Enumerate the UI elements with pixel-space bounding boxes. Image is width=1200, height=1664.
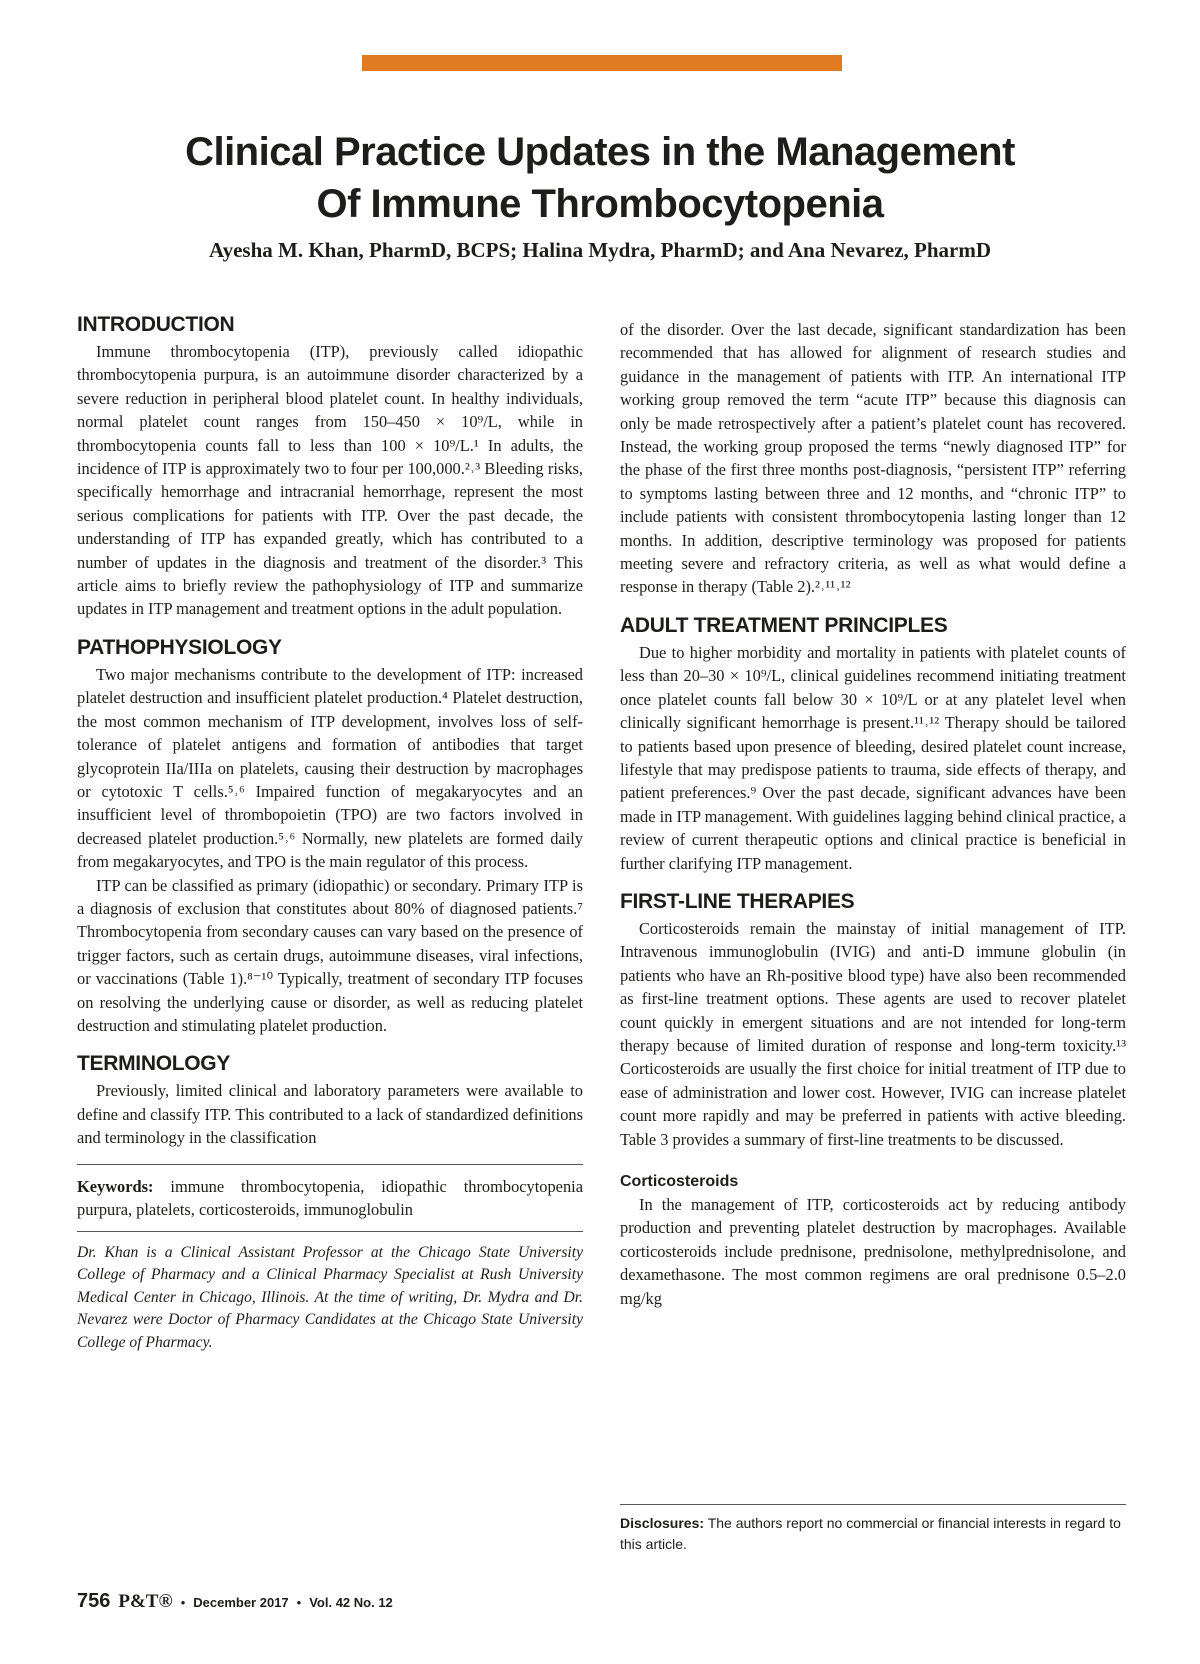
page-number: 756 (77, 1590, 111, 1612)
keywords-divider (77, 1164, 583, 1165)
page-footer (77, 1590, 393, 1613)
terminology-continued-text: of the disorder. Over the last decade, significant standardization has been recommended that has allowed for alignment of research studies and guidance in the management of patients with ITP. An international ITP working group removed the term “acute ITP” because this diagnosis can only be made retrospectively after a patient’s platelet count has recovered. Instead, the working group proposed the terms “newly diagnosed ITP” for the phase of the first three months post-diagnosis, “persistent ITP” referring to symptoms lasting between three and 12 months, and “chronic ITP” to include patients with consistent thrombocytopenia lasting longer than 12 months. In addition, descriptive terminology was proposed for patients meeting severe and refractory criteria, as well as what would define a response in therapy (Table 2).²˒¹¹˒¹² (620, 320, 1126, 597)
introduction-section (77, 312, 583, 621)
pathophysiology-section (77, 635, 583, 1038)
article-title (0, 126, 1200, 230)
pathophysiology-text-2: ITP can be classified as primary (idiopathic) or secondary. Primary ITP is a diagnosis of exclusion that constitutes about 80% of diagnosed patients.⁷ Thrombocytopenia from secondary causes can vary based on the presence of trigger factors, such as certain drugs, autoimmune diseases, viral infections, or vaccinations (Table 1).⁸⁻¹⁰ Typically, treatment of secondary ITP focuses on resolving the underlying cause or disorder, as well as reducing platelet destruction and stimulating platelet production. (77, 875, 583, 1035)
keywords-label: Keywords: (77, 1176, 154, 1196)
keywords-text: immune thrombocytopenia, idiopathic thrombocytopenia purpura, platelets, corticosteroids, immunoglobulin (77, 1176, 583, 1219)
disclosures-label: Disclosures: (620, 1515, 705, 1531)
issue-date: December 2017 (193, 1595, 289, 1610)
bio-divider (77, 1231, 583, 1232)
terminology-section (77, 1051, 583, 1149)
introduction-heading: INTRODUCTION (77, 313, 235, 336)
left-column (77, 312, 583, 1355)
introduction-text: Immune thrombocytopenia (ITP), previously called idiopathic thrombocytopenia purpura, is an autoimmune disorder characterized by a severe reduction in peripheral blood platelet count. In healthy individuals, normal platelet count ranges from 150–450 × 10⁹/L, while in thrombocytopenia counts fall to less than 100 × 10⁹/L.¹ In adults, the incidence of ITP is approximately two to four per 100,000.²˒³ Bleeding risks, specifically hemorrhage and intracranial hemorrhage, represent the most serious complications for patients with ITP. Over the past decade, the understanding of ITP has expanded greatly, which has contributed to a number of updates in the diagnosis and treatment of the disorder.³ This article aims to briefly review the pathophysiology of ITP and summarize updates in ITP management and treatment options in the adult population. (77, 342, 583, 619)
title-line-2: Of Immune Thrombocytopenia (316, 182, 884, 226)
corticosteroids-text: In the management of ITP, corticosteroids act by reducing antibody production and preventing platelet destruction by macrophages. Available corticosteroids include prednisone, prednisolone, methylprednisolone, and dexamethasone. The most common regimens are oral prednisone 0.5–2.0 mg/kg (620, 1195, 1126, 1308)
author-bio: Dr. Khan is a Clinical Assistant Professor at the Chicago State University College of Pharmacy and a Clinical Pharmacy Specialist at Rush University Medical Center in Chicago, Illinois. At the time of writing, Dr. Mydra and Dr. Nevarez were Doctor of Pharmacy Candidates at the Chicago State University College of Pharmacy. (77, 1243, 583, 1351)
adult-treatment-text: Due to higher morbidity and mortality in patients with platelet counts of less than 20–30 × 10⁹/L, clinical guidelines recommend initiating treatment once platelet counts fall below 30 × 10⁹/L or at any platelet level when clinically significant hemorrhage is present.¹¹˒¹² Therapy should be tailored to patients based upon presence of bleeding, desired platelet count increase, lifestyle that may predispose patients to trauma, side effects of therapy, and patient preferences.⁹ Over the past decade, significant advances have been made in ITP management. With guidelines lagging behind clinical practice, a review of current therapeutic options and clinical practice is beneficial in further clarifying ITP management. (620, 642, 1126, 873)
footer-separator-2: • (296, 1595, 302, 1610)
terminology-heading: TERMINOLOGY (77, 1052, 231, 1076)
pathophysiology-heading: PATHOPHYSIOLOGY (77, 635, 282, 659)
first-line-heading: FIRST-LINE THERAPIES (620, 889, 855, 913)
adult-treatment-section (620, 613, 1126, 875)
corticosteroids-heading: Corticosteroids (620, 1173, 739, 1190)
issue-volume: Vol. 42 No. 12 (309, 1595, 393, 1610)
first-line-section (620, 889, 1126, 1151)
disclosures-text: The authors report no commercial or financial interests in regard to this article. (620, 1515, 1121, 1552)
terminology-continued (620, 318, 1126, 599)
disclosures-block (620, 1504, 1126, 1555)
terminology-text: Previously, limited clinical and laboratory parameters were available to define and classify ITP. This contributed to a lack of standardized definitions and terminology in the classification (77, 1081, 583, 1148)
keywords-block (77, 1175, 583, 1221)
right-column (620, 318, 1126, 1324)
journal-name: P&T® (118, 1591, 173, 1612)
author-line: Ayesha M. Khan, PharmD, BCPS; Halina Mydra, PharmD; and Ana Nevarez, PharmD (208, 238, 992, 262)
footer-separator: • (180, 1595, 186, 1610)
corticosteroids-section (620, 1171, 1126, 1310)
adult-treatment-heading: ADULT TREATMENT PRINCIPLES (620, 613, 948, 637)
first-line-text: Corticosteroids remain the mainstay of initial management of ITP. Intravenous immunoglobulin (IVIG) and anti-D immune globulin (in patients who have an Rh-positive blood type) have also been recommended as first-line treatment options. These agents are used to recover platelet count quickly in emergent situations and are not intended for long-term therapy because of limited duration of response and long-term toxicity.¹³ Corticosteroids are usually the first choice for initial treatment of ITP due to ease of administration and lower cost. However, IVIG can increase platelet count more rapidly and may be preferred in patients with active bleeding. Table 3 provides a summary of first-line treatments to be discussed. (620, 918, 1126, 1149)
pathophysiology-text-1: Two major mechanisms contribute to the development of ITP: increased platelet destruction and insufficient platelet production.⁴ Platelet destruction, the most common mechanism of ITP development, involves loss of self-tolerance of platelet antigens and formation of antibodies that target glycoprotein IIa/IIIa on platelets, causing their destruction by macrophages or cytotoxic T cells.⁵˒⁶ Impaired function of megakaryocytes and an insufficient level of thrombopoietin (TPO) are two factors involved in decreased platelet production.⁵˒⁶ Normally, new platelets are formed daily from megakaryocytes, and TPO is the main regulator of this process. (77, 664, 583, 872)
title-line-1: Clinical Practice Updates in the Management (185, 130, 1015, 174)
accent-bar (362, 55, 842, 71)
